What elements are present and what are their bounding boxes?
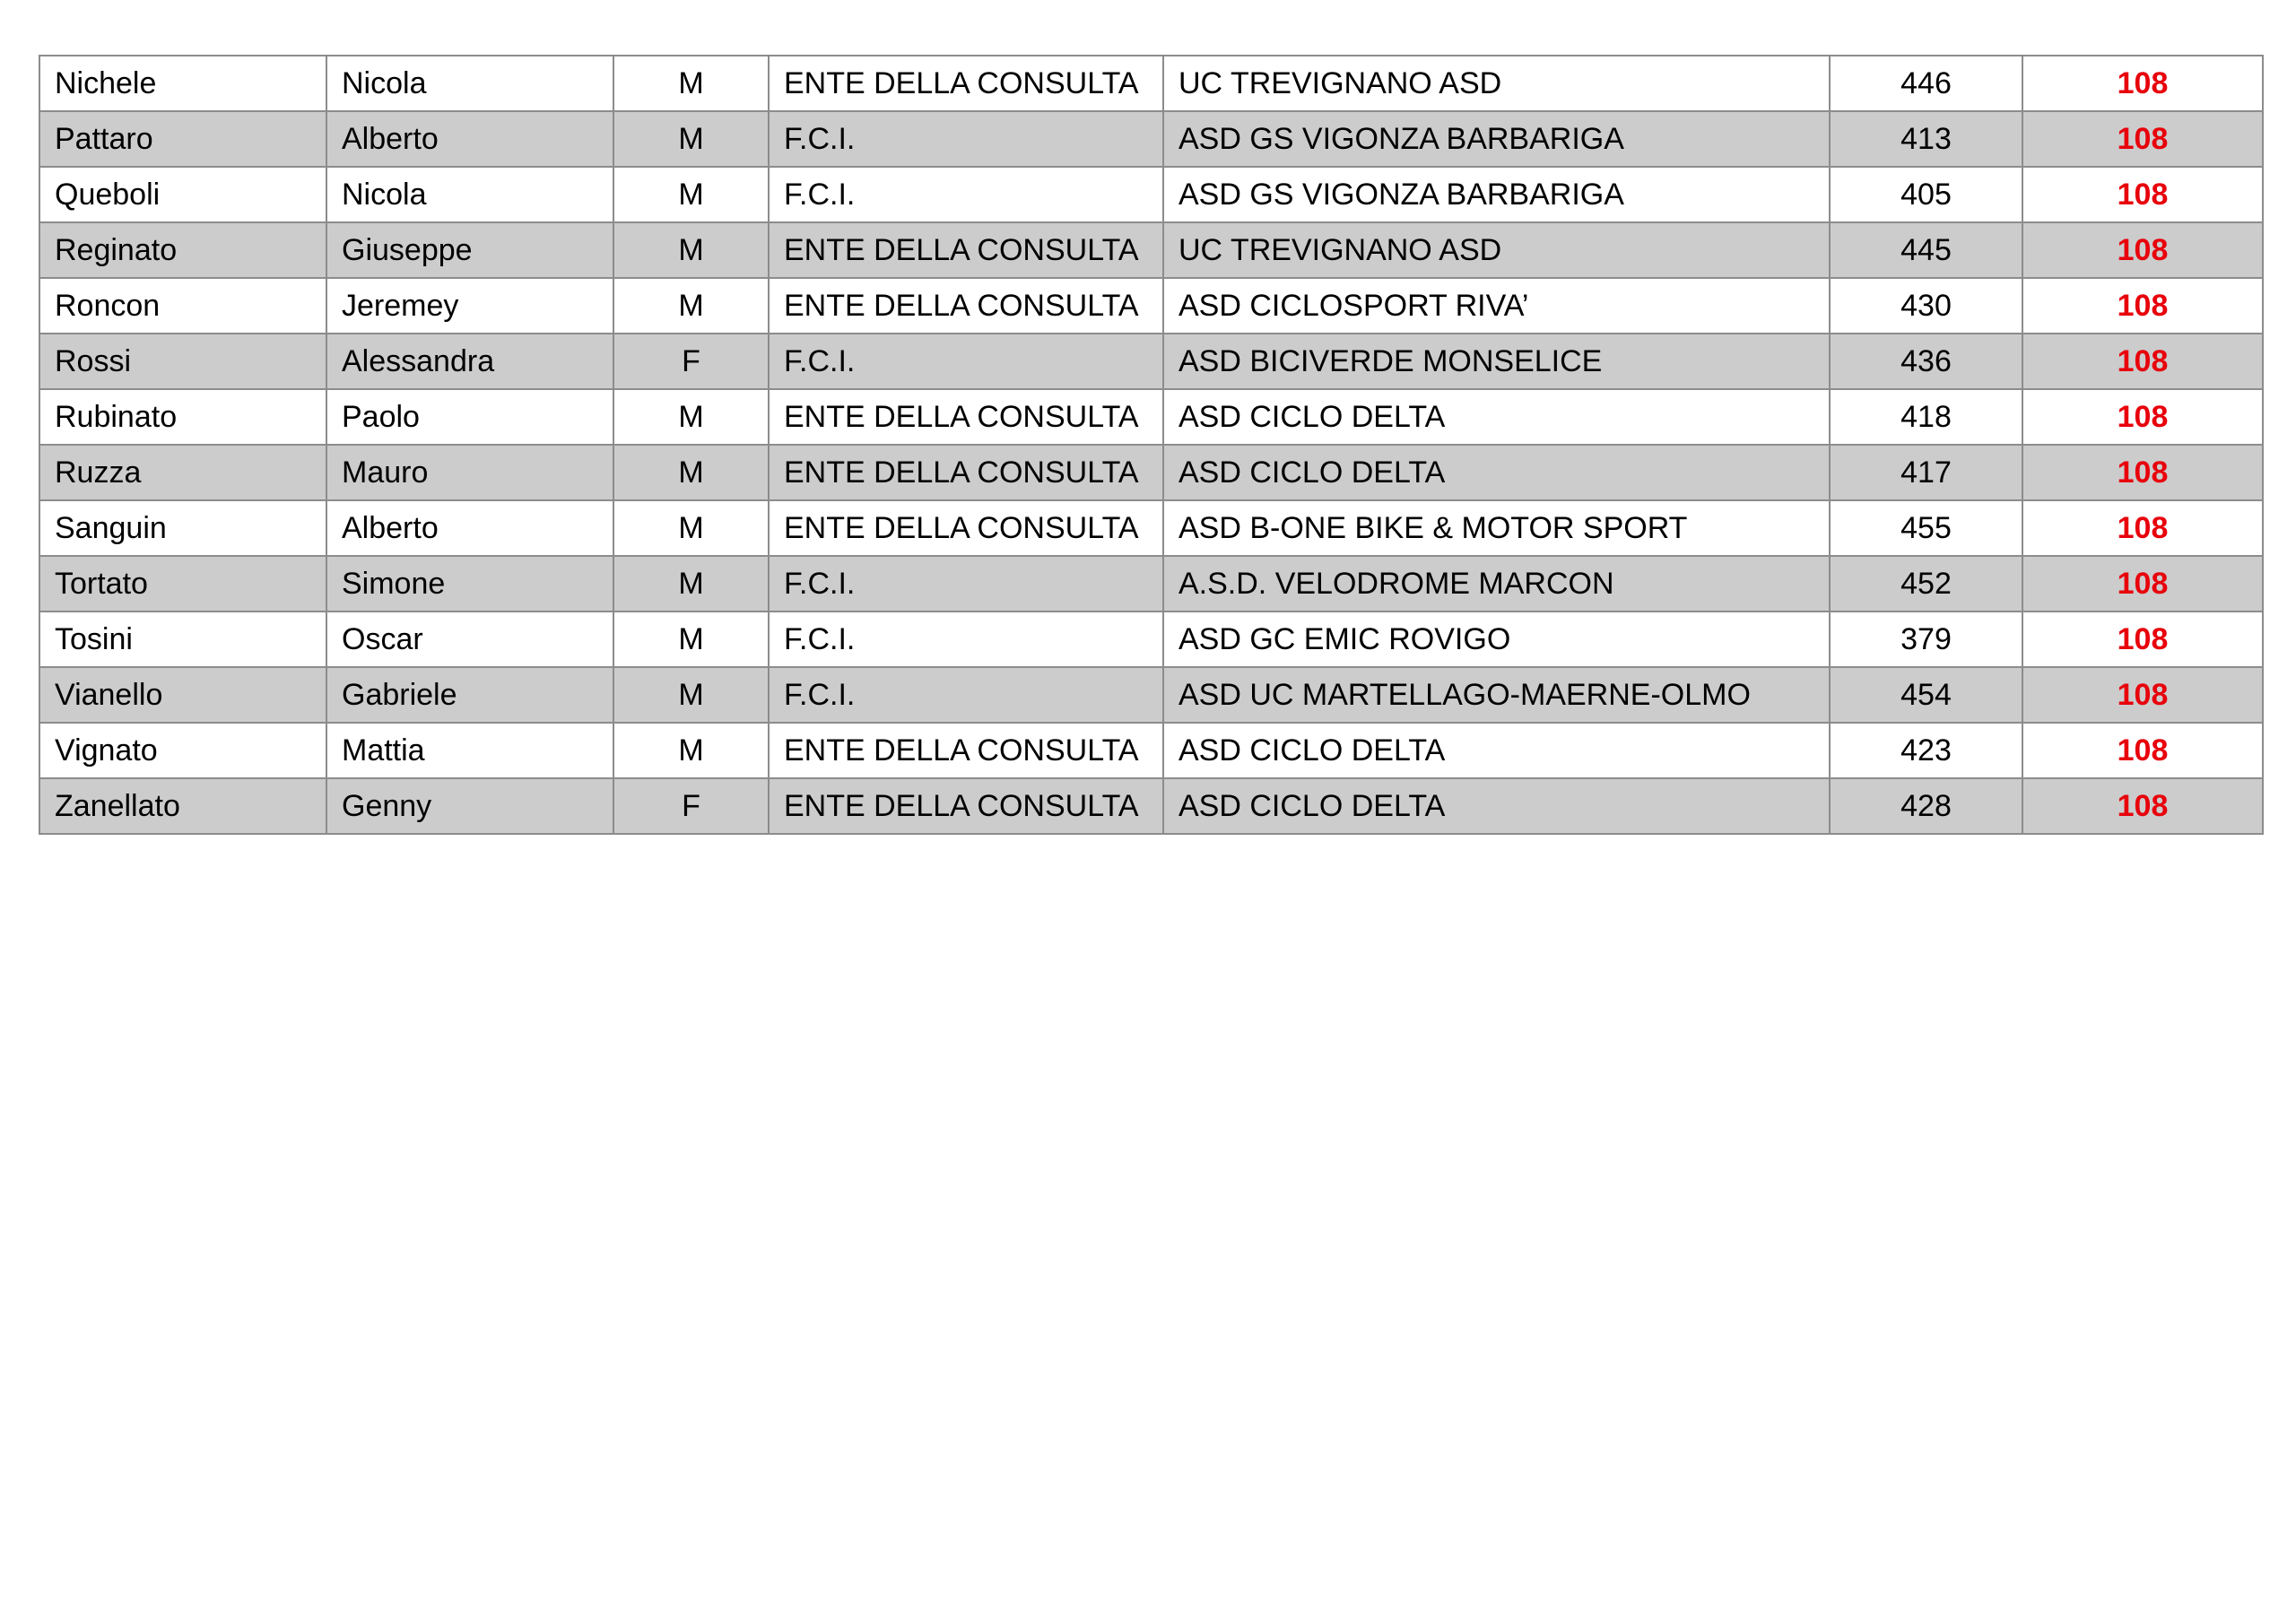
first-name-cell: Mattia — [326, 723, 613, 778]
surname-cell: Reginato — [39, 222, 326, 278]
surname-cell: Vignato — [39, 723, 326, 778]
sex-cell: F — [613, 778, 769, 834]
score-cell: 108 — [2022, 723, 2263, 778]
score-cell: 108 — [2022, 556, 2263, 612]
surname-cell: Tosini — [39, 612, 326, 667]
sex-cell: M — [613, 667, 769, 723]
bib-number-cell: 423 — [1830, 723, 2022, 778]
score-cell: 108 — [2022, 334, 2263, 389]
team-cell: A.S.D. VELODROME MARCON — [1163, 556, 1830, 612]
federation-cell: F.C.I. — [769, 111, 1163, 167]
table-row — [39, 445, 2263, 500]
score-cell: 108 — [2022, 667, 2263, 723]
first-name-cell: Genny — [326, 778, 613, 834]
team-cell: ASD CICLOSPORT RIVA’ — [1163, 278, 1830, 334]
first-name-cell: Nicola — [326, 167, 613, 222]
first-name-cell: Mauro — [326, 445, 613, 500]
federation-cell: F.C.I. — [769, 167, 1163, 222]
surname-cell: Vianello — [39, 667, 326, 723]
team-cell: ASD GC EMIC ROVIGO — [1163, 612, 1830, 667]
first-name-cell: Paolo — [326, 389, 613, 445]
first-name-cell: Gabriele — [326, 667, 613, 723]
surname-cell: Pattaro — [39, 111, 326, 167]
bib-number-cell: 417 — [1830, 445, 2022, 500]
bib-number-cell: 452 — [1830, 556, 2022, 612]
sex-cell: M — [613, 556, 769, 612]
score-cell: 108 — [2022, 445, 2263, 500]
table-row — [39, 723, 2263, 778]
results-table — [39, 55, 2264, 835]
first-name-cell: Alessandra — [326, 334, 613, 389]
sex-cell: M — [613, 278, 769, 334]
sex-cell: M — [613, 222, 769, 278]
team-cell: ASD BICIVERDE MONSELICE — [1163, 334, 1830, 389]
bib-number-cell: 428 — [1830, 778, 2022, 834]
federation-cell: F.C.I. — [769, 334, 1163, 389]
federation-cell: F.C.I. — [769, 667, 1163, 723]
table-row — [39, 278, 2263, 334]
bib-number-cell: 379 — [1830, 612, 2022, 667]
sex-cell: M — [613, 723, 769, 778]
score-cell: 108 — [2022, 167, 2263, 222]
surname-cell: Rubinato — [39, 389, 326, 445]
score-cell: 108 — [2022, 500, 2263, 556]
federation-cell: F.C.I. — [769, 556, 1163, 612]
team-cell: ASD GS VIGONZA BARBARIGA — [1163, 167, 1830, 222]
score-cell: 108 — [2022, 56, 2263, 111]
federation-cell: ENTE DELLA CONSULTA — [769, 389, 1163, 445]
first-name-cell: Nicola — [326, 56, 613, 111]
team-cell: ASD CICLO DELTA — [1163, 445, 1830, 500]
table-row — [39, 167, 2263, 222]
team-cell: ASD UC MARTELLAGO-MAERNE-OLMO — [1163, 667, 1830, 723]
first-name-cell: Alberto — [326, 500, 613, 556]
score-cell: 108 — [2022, 612, 2263, 667]
bib-number-cell: 455 — [1830, 500, 2022, 556]
score-cell: 108 — [2022, 111, 2263, 167]
sex-cell: M — [613, 445, 769, 500]
sex-cell: M — [613, 389, 769, 445]
team-cell: UC TREVIGNANO ASD — [1163, 222, 1830, 278]
sex-cell: M — [613, 111, 769, 167]
score-cell: 108 — [2022, 222, 2263, 278]
surname-cell: Sanguin — [39, 500, 326, 556]
table-row — [39, 612, 2263, 667]
table-row — [39, 500, 2263, 556]
first-name-cell: Oscar — [326, 612, 613, 667]
surname-cell: Zanellato — [39, 778, 326, 834]
surname-cell: Roncon — [39, 278, 326, 334]
surname-cell: Tortato — [39, 556, 326, 612]
bib-number-cell: 430 — [1830, 278, 2022, 334]
sex-cell: M — [613, 500, 769, 556]
table-row — [39, 222, 2263, 278]
bib-number-cell: 418 — [1830, 389, 2022, 445]
bib-number-cell: 436 — [1830, 334, 2022, 389]
table-row — [39, 56, 2263, 111]
score-cell: 108 — [2022, 778, 2263, 834]
federation-cell: ENTE DELLA CONSULTA — [769, 723, 1163, 778]
table-body — [39, 56, 2263, 834]
score-cell: 108 — [2022, 389, 2263, 445]
federation-cell: F.C.I. — [769, 612, 1163, 667]
sex-cell: M — [613, 167, 769, 222]
table-row — [39, 334, 2263, 389]
first-name-cell: Giuseppe — [326, 222, 613, 278]
bib-number-cell: 446 — [1830, 56, 2022, 111]
sex-cell: F — [613, 334, 769, 389]
federation-cell: ENTE DELLA CONSULTA — [769, 778, 1163, 834]
team-cell: ASD GS VIGONZA BARBARIGA — [1163, 111, 1830, 167]
table-row — [39, 778, 2263, 834]
federation-cell: ENTE DELLA CONSULTA — [769, 56, 1163, 111]
sex-cell: M — [613, 612, 769, 667]
bib-number-cell: 454 — [1830, 667, 2022, 723]
table-row — [39, 111, 2263, 167]
team-cell: ASD CICLO DELTA — [1163, 723, 1830, 778]
table-row — [39, 556, 2263, 612]
federation-cell: ENTE DELLA CONSULTA — [769, 278, 1163, 334]
surname-cell: Queboli — [39, 167, 326, 222]
bib-number-cell: 413 — [1830, 111, 2022, 167]
score-cell: 108 — [2022, 278, 2263, 334]
federation-cell: ENTE DELLA CONSULTA — [769, 222, 1163, 278]
surname-cell: Ruzza — [39, 445, 326, 500]
surname-cell: Rossi — [39, 334, 326, 389]
first-name-cell: Alberto — [326, 111, 613, 167]
bib-number-cell: 405 — [1830, 167, 2022, 222]
federation-cell: ENTE DELLA CONSULTA — [769, 500, 1163, 556]
federation-cell: ENTE DELLA CONSULTA — [769, 445, 1163, 500]
team-cell: ASD CICLO DELTA — [1163, 389, 1830, 445]
results-sheet — [39, 55, 2262, 835]
first-name-cell: Simone — [326, 556, 613, 612]
team-cell: ASD B-ONE BIKE & MOTOR SPORT — [1163, 500, 1830, 556]
team-cell: UC TREVIGNANO ASD — [1163, 56, 1830, 111]
sex-cell: M — [613, 56, 769, 111]
table-row — [39, 389, 2263, 445]
first-name-cell: Jeremey — [326, 278, 613, 334]
bib-number-cell: 445 — [1830, 222, 2022, 278]
team-cell: ASD CICLO DELTA — [1163, 778, 1830, 834]
surname-cell: Nichele — [39, 56, 326, 111]
table-row — [39, 667, 2263, 723]
